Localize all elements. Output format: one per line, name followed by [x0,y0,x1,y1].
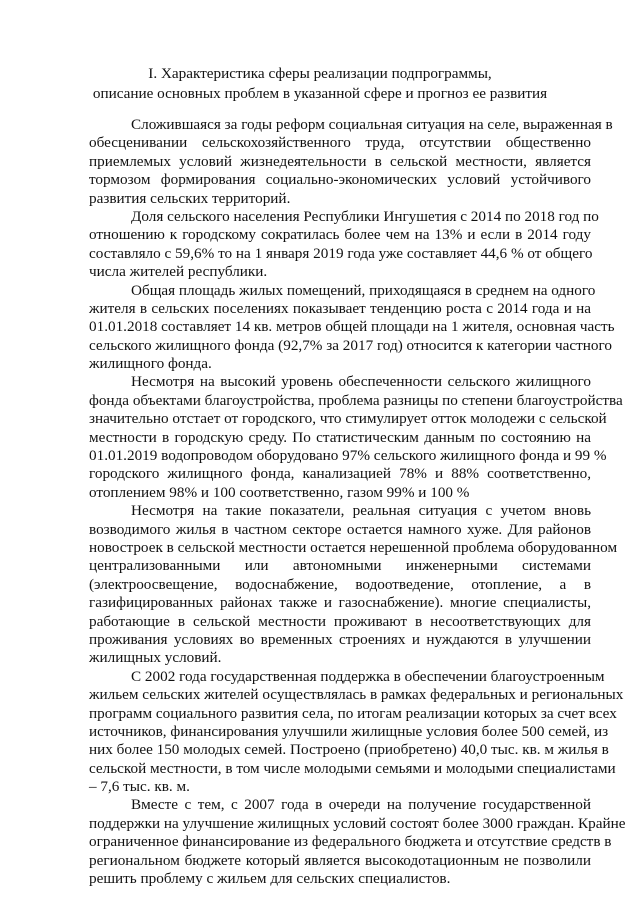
heading-line-1: I. Характеристика сферы реализации подпрограммы, [148,65,492,82]
paragraph-line: программ социального развития села, по итогам реализации которых за счет всех [89,704,617,722]
paragraph [89,207,599,282]
paragraph-line: 01.01.2018 составляет 14 кв. метров общей площади на 1 жителя, основная часть [89,318,615,336]
paragraph-line: С 2002 года государственная поддержка в обеспечении благоустроенным [131,667,605,685]
paragraph-line: работающие в сельской местности проживают в несоответствующих для [89,612,591,630]
paragraph-line: 01.01.2019 водопроводом оборудовано 97% сельского жилищного фонда и 99 % [89,447,607,465]
paragraph-line: приемлемых условий жизнедеятельности в сельской местности, является [89,152,591,170]
paragraph-line: возводимого жилья в частном секторе остается намного хуже. Для районов [89,520,591,538]
paragraph-line: значительно отстает от городского, что стимулирует отток молодежи с сельской [89,410,607,428]
section-heading [60,64,580,103]
paragraph-line: Сложившаяся за годы реформ социальная ситуация на селе, выраженная в [131,116,613,133]
paragraph-line: Доля сельского населения Республики Ингушетия с 2014 по 2018 год по [131,207,599,225]
paragraph [89,667,624,797]
heading-line-2: описание основных проблем в указанной сфере и прогноз ее развития [92,84,548,102]
paragraph-line: газифицированных районах также и газоснабжение). многие специалисты, [89,594,591,612]
paragraph-line: решить проблему с жильем для сельских специалистов. [89,870,451,888]
paragraph-line: сельской местности, в том числе молодыми семьями и молодыми специалистами [89,759,616,777]
paragraph-line: ограниченное финансирование из федерального бюджета и отсутствие средств в [89,833,612,851]
paragraph-line: поддержки на улучшение жилищных условий состоят более 3000 граждан. Крайне [89,814,626,832]
paragraph-line: региональном бюджете который является высокодотационным не позволили [89,851,591,869]
paragraph-line: сельского жилищного фонда (92,7% за 2017 год) относится к категории частного [89,336,612,354]
paragraph-line: тормозом формирования социально-экономических условий устойчивого [89,171,591,189]
paragraph-line: Вместе с тем, с 2007 года в очереди на получение государственной [131,796,591,814]
paragraph-line: фонда объектами благоустройства, проблема разницы по степени благоустройства [89,391,623,409]
paragraph-line: Несмотря на такие показатели, реальная ситуация с учетом вновь [131,502,591,520]
paragraph-line: проживания условиях во временных строениях и нуждаются в улучшении [89,630,591,648]
paragraph-line: жилищных условий. [89,649,222,667]
document-body [89,116,626,888]
paragraph-line: жителя в сельских поселениях показывает тенденцию роста с 2014 года и на [89,299,591,317]
paragraph-line: отоплением 98% и 100 соответственно, газом 99% и 100 % [89,483,470,501]
paragraph-line: числа жителей республики. [89,263,268,281]
paragraph-line: – 7,6 тыс. кв. м. [89,778,190,796]
paragraph-line: источников, финансирования улучшили жилищные условия более 500 семей, из [89,722,609,740]
paragraph-line: обесценивании сельскохозяйственного труда, отсутствии общественно [89,134,591,152]
paragraph-line: них более 150 молодых семей. Построено (приобретено) 40,0 тыс. кв. м жилья в [89,741,609,759]
paragraph-line: развития сельских территорий. [89,189,291,207]
paragraph-line: новостроек в сельской местности остается нерешенной проблема оборудованном [89,538,618,556]
paragraph-line: (электроосвещение, водоснабжение, водоотведение, отопление, а в [89,575,591,593]
paragraph-line: жилищного фонда. [89,355,212,373]
paragraph-line: местности в городскую среду. По статистическим данным по состоянию на [89,428,591,446]
paragraph-line: централизованными или автономными инженерными системами [89,557,591,575]
paragraph-line: отношению к городскому сократилась более чем на 13% и если в 2014 году [89,226,591,244]
paragraph-line: Несмотря на высокий уровень обеспеченности сельского жилищного [131,373,591,391]
paragraph [89,281,615,374]
paragraph [89,502,618,668]
paragraph-line: составляло с 59,6% то на 1 января 2019 года уже составляет 44,6 % от общего [89,244,593,262]
paragraph [89,116,613,208]
paragraph-line: Общая площадь жилых помещений, приходящаяся в среднем на одного [131,281,596,299]
paragraph-line: жильем сельских жителей осуществлялась в рамках федеральных и региональных [89,686,624,704]
paragraph-line: городского жилищного фонда, канализацией 78% и 88% соответственно, [89,465,591,483]
paragraph [89,373,623,502]
paragraph [89,796,626,888]
